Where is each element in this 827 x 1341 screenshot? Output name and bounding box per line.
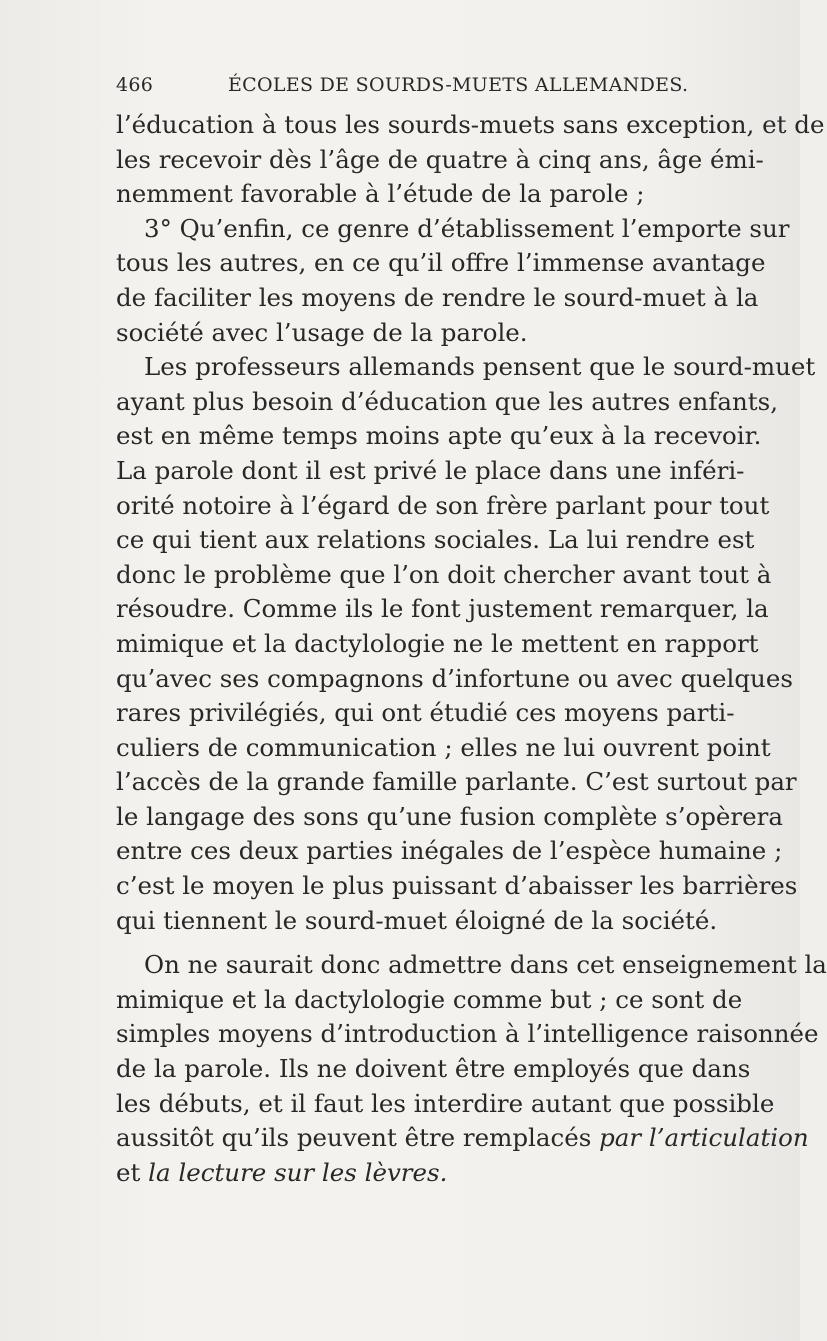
body-text [116,108,827,1190]
text-line: 3° Qu’enfin, ce genre d’établissement l’emporte sur [144,213,790,243]
page-header [116,74,728,102]
text-line: orité notoire à l’égard de son frère parlant pour tout [116,490,770,520]
text-line: le langage des sons qu’une fusion complète s’opèrera [116,801,783,831]
text-line: Les professeurs allemands pensent que le sourd-muet [144,352,816,382]
text-line: c’est le moyen le plus puissant d’abaisser les barrières [116,871,798,901]
italic-text: la lecture sur les lèvres. [148,1157,448,1187]
text-line: mimique et la dactylologie ne le mettent en rapport [116,628,759,658]
text-line: qui tiennent le sourd-muet éloigné de la société. [116,905,718,935]
text-line: nemment favorable à l’étude de la parole ; [116,179,645,209]
text-line: l’éducation à tous les sourds-muets sans exception, et de [116,110,825,139]
text-line: culiers de communication ; elles ne lui ouvrent point [116,732,771,762]
text-line: de faciliter les moyens de rendre le sourd-muet à la [116,282,759,312]
text-line: donc le problème que l’on doit chercher avant tout à [116,559,772,589]
text-line [116,1121,809,1156]
text-line: La parole dont il est privé le place dans une inféri- [116,455,745,485]
running-title: ÉCOLES DE SOURDS-MUETS ALLEMANDES. [228,74,689,96]
page-number: 466 [116,74,154,96]
paragraph-gap [116,938,728,948]
text-line: l’accès de la grande famille parlante. C’est surtout par [116,767,797,797]
text-line: société avec l’usage de la parole. [116,317,528,347]
italic-text: par l’articulation [599,1123,809,1153]
text-line: ce qui tient aux relations sociales. La lui rendre est [116,525,755,555]
text-line: rares privilégiés, qui ont étudié ces moyens parti- [116,698,735,728]
text-line: de la parole. Ils ne doivent être employés que dans [116,1054,751,1084]
text-line: entre ces deux parties inégales de l’espèce humaine ; [116,836,783,866]
text-segment: aussitôt qu’ils peuvent être remplacés [116,1123,592,1153]
text-line: On ne saurait donc admettre dans cet enseignement la [144,950,827,980]
text-line: tous les autres, en ce qu’il offre l’immense avantage [116,248,766,278]
text-line: simples moyens d’introduction à l’intelligence raisonnée [116,1019,819,1049]
text-segment: et [116,1157,141,1187]
text-line: ayant plus besoin d’éducation que les autres enfants, [116,386,778,416]
text-line: les débuts, et il faut les interdire autant que possible [116,1088,775,1118]
text-line: mimique et la dactylologie comme but ; ce sont de [116,984,743,1014]
text-line: est en même temps moins apte qu’eux à la recevoir. [116,421,762,451]
text-line [116,1156,728,1191]
text-line: qu’avec ses compagnons d’infortune ou avec quelques [116,663,793,693]
text-line: les recevoir dès l’âge de quatre à cinq ans, âge émi- [116,144,764,174]
text-line: résoudre. Comme ils le font justement remarquer, la [116,594,769,624]
